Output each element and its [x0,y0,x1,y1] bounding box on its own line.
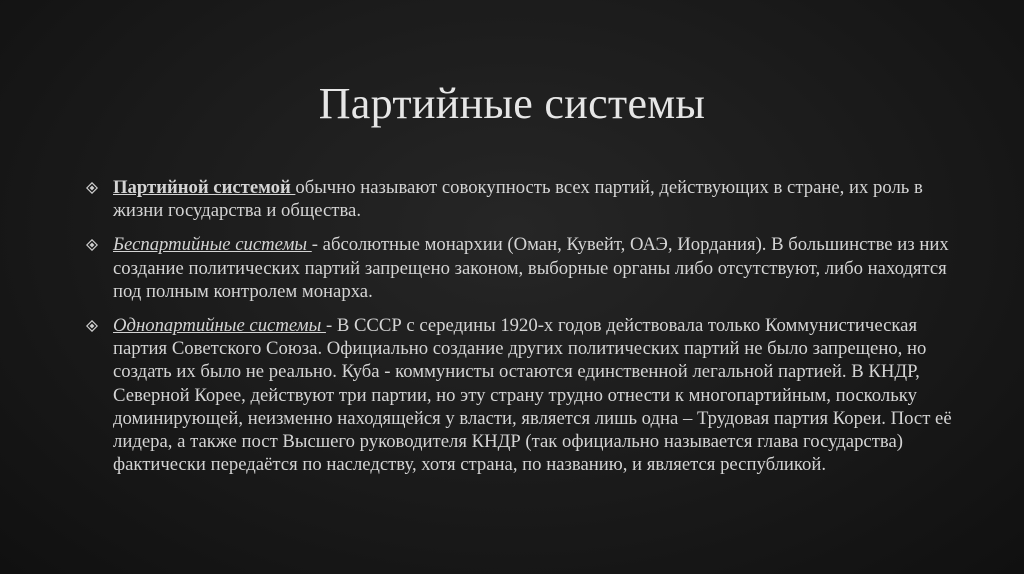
bullet-non-party-systems [84,233,964,303]
bullet-term: Беспартийные системы [113,234,312,256]
diamond-bullet-icon [86,182,98,194]
bullet-list [84,176,964,487]
diamond-bullet-icon [86,320,98,332]
bullet-term: Однопартийные системы [113,315,326,337]
bullet-text: обычно называют совокупность всех партий, действующих в стране, их роль в жизни государства и общества. [113,177,923,222]
bullet-one-party-systems [84,314,964,476]
bullet-text: - абсолютные монархии (Оман, Кувейт, ОАЭ, Иордания). В большинстве из них создание политических партий запрещено законом, выборные органы либо отсутствуют, либо находятся под полным контролем монарха. [113,234,949,302]
diamond-bullet-icon [86,239,98,251]
bullet-term: Партийной системой [113,177,296,198]
slide-title: Партийные системы [318,79,706,128]
bullet-party-system [84,176,964,222]
bullet-text: - В СССР с середины 1920-х годов действовала только Коммунистическая партия Советского Союза. Официально создание других политических партий не было запрещено, но создать их было не реально. Куба - коммунисты остаются единственной легальной партией. В КНДР, Северной Корее, действуют три партии, но эту страну трудно отнести к многопартийным, поскольку доминирующей, неизменно находящейся у власти, является лишь одна – Трудовая партия Кореи. Пост её лидера, а также пост Высшего руководителя КНДР (так официально называется глава государства) фактически передаётся по наследству, хотя страна, по названию, и является республикой. [113,315,952,476]
